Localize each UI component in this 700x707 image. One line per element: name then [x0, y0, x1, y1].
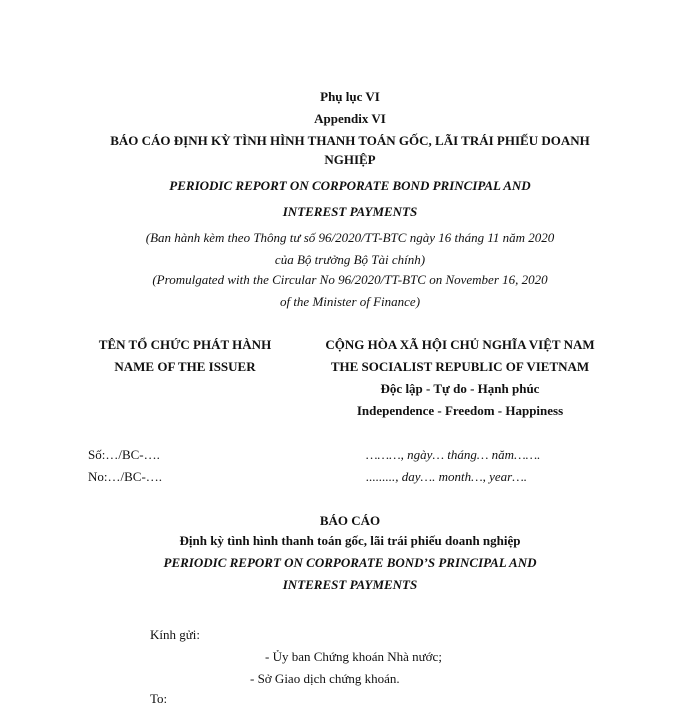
promulgation-note-en: (Promulgated with the Circular No 96/2020/TT-BTC on November 16, 2020 [152, 272, 548, 287]
report-date-vi: ………, ngày… tháng… năm……. [366, 447, 541, 462]
appendix-label-vi: Phụ lục VI [320, 89, 380, 104]
form-title-en: PERIODIC REPORT ON CORPORATE BOND PRINCIPAL AND [169, 178, 531, 193]
report-subtitle-vi: Định kỳ tình hình thanh toán gốc, lãi trái phiếu doanh nghiệp [179, 533, 521, 548]
report-date-en: ........., day…. month…, year…. [366, 469, 528, 484]
recipients-greeting-vi: Kính gửi: [150, 627, 201, 642]
recipient-item: - Sở Giao dịch chứng khoán. [250, 671, 400, 686]
form-title-vi-cont: NGHIỆP [324, 152, 376, 167]
promulgation-note-en-cont: of the Minister of Finance) [279, 294, 421, 309]
report-title-vi: BÁO CÁO [319, 513, 381, 528]
issuer-name-label-vi: TÊN TỔ CHỨC PHÁT HÀNH [98, 337, 272, 352]
national-motto-en: Independence - Freedom - Happiness [356, 403, 564, 418]
recipient-item: - Ủy ban Chứng khoán Nhà nước; [265, 649, 442, 664]
form-title-vi: BÁO CÁO ĐỊNH KỲ TÌNH HÌNH THANH TOÁN GỐC, LÃI TRÁI PHIẾU DOANH [110, 133, 590, 148]
promulgation-note-vi: (Ban hành kèm theo Thông tư số 96/2020/TT-BTC ngày 16 tháng 11 năm 2020 [145, 230, 555, 245]
national-motto-vi: Độc lập - Tự do - Hạnh phúc [380, 381, 540, 396]
promulgation-note-vi-cont: của Bộ trưởng Bộ Tài chính) [274, 252, 426, 267]
nation-name-vi: CỘNG HÒA XÃ HỘI CHỦ NGHĨA VIỆT NAM [325, 337, 595, 352]
report-subtitle-en-cont: INTEREST PAYMENTS [282, 577, 418, 592]
recipients-greeting-en: To: [150, 691, 168, 706]
issuer-name-label-en: NAME OF THE ISSUER [114, 359, 256, 374]
form-title-en-cont: INTEREST PAYMENTS [282, 204, 418, 219]
reference-number-vi: Số:…/BC-…. [88, 447, 160, 462]
appendix-label-en: Appendix VI [314, 111, 386, 126]
nation-name-en: THE SOCIALIST REPUBLIC OF VIETNAM [330, 359, 590, 374]
reference-number-en: No:…/BC-…. [88, 469, 163, 484]
report-subtitle-en: PERIODIC REPORT ON CORPORATE BOND’S PRINCIPAL AND [163, 555, 537, 570]
